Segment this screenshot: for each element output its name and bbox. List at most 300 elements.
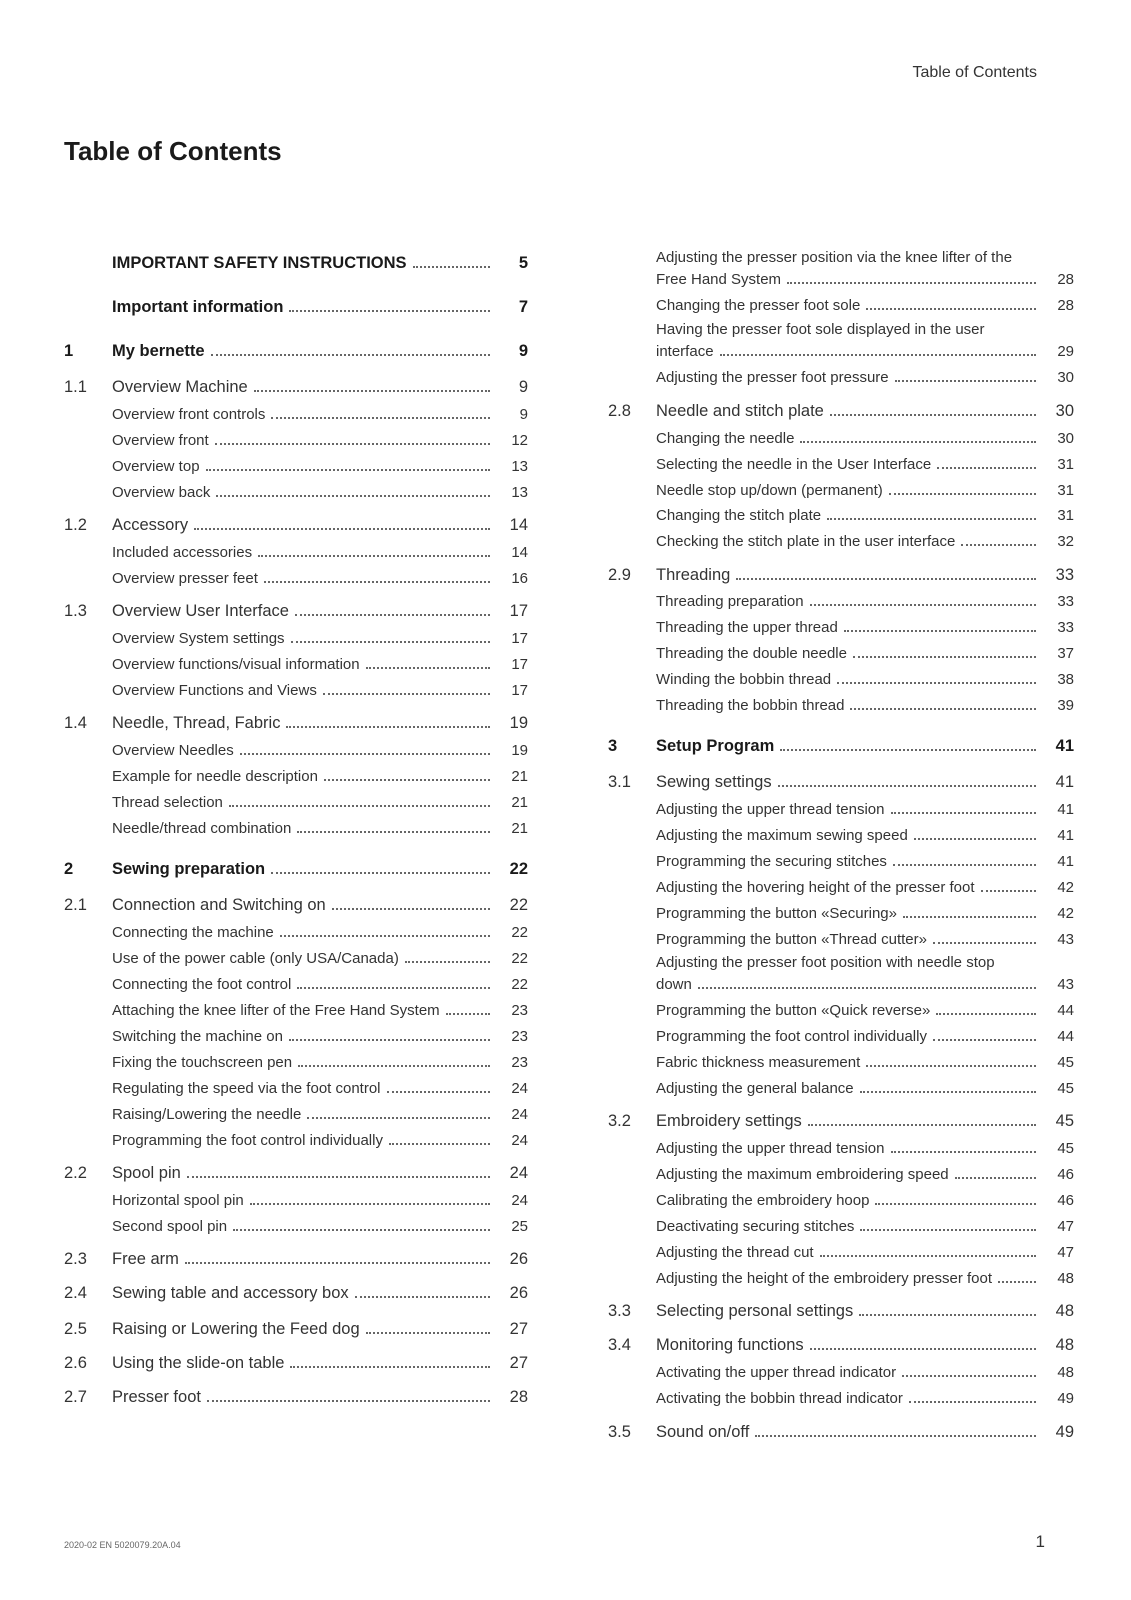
toc-entry[interactable] xyxy=(608,505,1074,527)
toc-title-wrap xyxy=(112,1078,494,1100)
toc-title: Adjusting the hovering height of the presser foot xyxy=(656,879,975,896)
toc-title: Overview front controls xyxy=(112,406,266,423)
toc-page-number: 43 xyxy=(1057,976,1074,993)
toc-title-wrap xyxy=(112,948,494,970)
toc-entry[interactable] xyxy=(64,858,528,880)
dot-leader xyxy=(787,282,1036,284)
toc-title: Selecting personal settings xyxy=(656,1302,854,1320)
dot-leader xyxy=(889,493,1036,495)
toc-entry[interactable] xyxy=(608,564,1074,586)
toc-entry[interactable] xyxy=(608,643,1074,665)
toc-title-wrap xyxy=(656,825,1040,847)
toc-title: Activating the upper thread indicator xyxy=(656,1364,897,1381)
toc-page-number: 46 xyxy=(1057,1192,1074,1209)
toc-title-wrap xyxy=(112,712,494,734)
toc-title: Activating the bobbin thread indicator xyxy=(656,1390,903,1407)
toc-entry[interactable] xyxy=(64,340,528,362)
dot-leader xyxy=(936,1013,1036,1015)
dot-leader xyxy=(998,1281,1036,1283)
toc-title-wrap xyxy=(112,1282,494,1304)
toc-title: Raising or Lowering the Feed dog xyxy=(112,1320,360,1338)
dot-leader xyxy=(866,308,1036,310)
toc-title-wrap xyxy=(656,1164,1040,1186)
document-code: 2020-02 EN 5020079.20A.04 xyxy=(64,1540,181,1550)
toc-title: Fabric thickness measurement xyxy=(656,1054,861,1071)
dot-leader xyxy=(736,578,1036,580)
toc-entry[interactable] xyxy=(608,1334,1074,1356)
toc-entry[interactable] xyxy=(64,922,528,944)
dot-leader xyxy=(291,641,490,643)
toc-page-number: 27 xyxy=(509,1320,528,1338)
toc-entry[interactable] xyxy=(64,1352,528,1374)
toc-page-number: 48 xyxy=(1055,1302,1074,1320)
toc-title: interface xyxy=(656,343,714,360)
toc-entry[interactable] xyxy=(608,1110,1074,1132)
toc-page-number: 25 xyxy=(511,1218,528,1235)
toc-page-number: 5 xyxy=(518,254,528,272)
toc-section-number: 1.4 xyxy=(64,714,87,732)
dot-leader xyxy=(289,310,490,312)
toc-page-number: 28 xyxy=(1057,297,1074,314)
toc-title-wrap xyxy=(656,1190,1040,1212)
toc-title-wrap xyxy=(112,482,494,504)
toc-entry[interactable] xyxy=(608,1052,1074,1074)
dot-leader xyxy=(850,708,1036,710)
toc-title: Deactivating securing stitches xyxy=(656,1218,855,1235)
toc-section-number: 2.4 xyxy=(64,1284,87,1302)
toc-entry[interactable] xyxy=(64,600,528,622)
dot-leader xyxy=(933,1039,1036,1041)
toc-page-number: 30 xyxy=(1055,402,1074,420)
toc-title: IMPORTANT SAFETY INSTRUCTIONS xyxy=(112,254,407,272)
dot-leader xyxy=(860,1229,1036,1231)
toc-title-wrap xyxy=(112,922,494,944)
toc-entry[interactable] xyxy=(64,252,528,274)
toc-title: Programming the securing stitches xyxy=(656,853,887,870)
toc-page-number: 31 xyxy=(1057,482,1074,499)
toc-entry[interactable] xyxy=(608,1421,1074,1443)
toc-entry[interactable] xyxy=(64,1386,528,1408)
dot-leader xyxy=(937,467,1036,469)
toc-page-number: 49 xyxy=(1057,1390,1074,1407)
toc-entry[interactable] xyxy=(608,454,1074,476)
toc-entry[interactable] xyxy=(608,1388,1074,1410)
dot-leader xyxy=(830,414,1036,416)
toc-entry[interactable] xyxy=(608,903,1074,925)
dot-leader xyxy=(955,1177,1036,1179)
dot-leader xyxy=(853,656,1036,658)
toc-entry[interactable] xyxy=(608,1300,1074,1322)
toc-title: Programming the button «Thread cutter» xyxy=(656,931,927,948)
toc-entry[interactable] xyxy=(608,400,1074,422)
toc-title: Threading the upper thread xyxy=(656,619,838,636)
toc-page-number: 48 xyxy=(1057,1364,1074,1381)
toc-page-number: 24 xyxy=(509,1164,528,1182)
toc-title: Programming the button «Securing» xyxy=(656,905,897,922)
toc-page-number: 45 xyxy=(1057,1054,1074,1071)
toc-entry[interactable] xyxy=(64,1248,528,1270)
toc-page-number: 28 xyxy=(1057,271,1074,288)
toc-entry[interactable] xyxy=(608,591,1074,613)
toc-section-number: 3.5 xyxy=(608,1423,631,1441)
toc-title: Adjusting the height of the embroidery presser foot xyxy=(656,1270,993,1287)
toc-entry[interactable] xyxy=(608,825,1074,847)
toc-entry[interactable] xyxy=(64,1162,528,1184)
dot-leader xyxy=(290,1366,490,1368)
toc-title: Threading the bobbin thread xyxy=(656,697,845,714)
toc-page-number: 9 xyxy=(518,342,528,360)
toc-title-wrap xyxy=(656,1110,1040,1132)
toc-page-number: 41 xyxy=(1057,801,1074,818)
toc-title: Regulating the speed via the foot control xyxy=(112,1080,381,1097)
toc-title: Changing the presser foot sole xyxy=(656,297,861,314)
dot-leader xyxy=(720,354,1036,356)
toc-title-wrap xyxy=(656,295,1040,317)
toc-entry[interactable] xyxy=(64,712,528,734)
toc-entry[interactable] xyxy=(608,877,1074,899)
toc-title: Overview presser feet xyxy=(112,570,258,587)
toc-section-number: 3.1 xyxy=(608,773,631,791)
toc-title: Fixing the touchscreen pen xyxy=(112,1054,293,1071)
toc-entry[interactable] xyxy=(608,669,1074,691)
toc-title-lastline xyxy=(656,269,1040,291)
toc-title-wrap xyxy=(656,695,1040,717)
toc-title: Changing the stitch plate xyxy=(656,507,822,524)
toc-title-wrap xyxy=(112,858,494,880)
dot-leader xyxy=(332,908,490,910)
toc-page-number: 45 xyxy=(1055,1112,1074,1130)
dot-leader xyxy=(207,1400,490,1402)
dot-leader xyxy=(859,1314,1036,1316)
toc-title-wrap xyxy=(656,669,1040,691)
toc-entry[interactable] xyxy=(64,542,528,564)
toc-entry[interactable] xyxy=(608,1190,1074,1212)
toc-title-wrap xyxy=(656,1052,1040,1074)
toc-entry[interactable] xyxy=(64,894,528,916)
toc-section-number: 2.5 xyxy=(64,1320,87,1338)
toc-page-number: 30 xyxy=(1057,369,1074,386)
toc-title-wrap xyxy=(656,1362,1040,1384)
toc-title: Adjusting the upper thread tension xyxy=(656,801,885,818)
toc-entry[interactable] xyxy=(608,1164,1074,1186)
toc-entry[interactable] xyxy=(64,740,528,762)
toc-title: Needle, Thread, Fabric xyxy=(112,714,281,732)
toc-page-number: 28 xyxy=(509,1388,528,1406)
toc-entry[interactable] xyxy=(64,568,528,590)
toc-title-wrap xyxy=(656,591,1040,613)
toc-title-wrap xyxy=(656,952,1040,996)
dot-leader xyxy=(413,266,490,268)
toc-entry[interactable] xyxy=(64,1282,528,1304)
toc-entry[interactable] xyxy=(608,929,1074,951)
toc-entry[interactable] xyxy=(608,771,1074,793)
toc-page-number: 39 xyxy=(1057,697,1074,714)
toc-title: Calibrating the embroidery hoop xyxy=(656,1192,870,1209)
toc-entry[interactable] xyxy=(608,480,1074,502)
toc-title-wrap xyxy=(112,1318,494,1340)
toc-title-wrap xyxy=(656,400,1040,422)
toc-entry[interactable] xyxy=(608,295,1074,317)
toc-entry[interactable] xyxy=(64,1130,528,1152)
toc-title-wrap xyxy=(656,643,1040,665)
toc-page-number: 24 xyxy=(511,1080,528,1097)
toc-title: Sewing table and accessory box xyxy=(112,1284,349,1302)
dot-leader xyxy=(961,544,1036,546)
toc-title-wrap xyxy=(112,740,494,762)
toc-title-wrap xyxy=(112,430,494,452)
toc-title-wrap xyxy=(656,877,1040,899)
toc-title: Programming the foot control individually xyxy=(112,1132,383,1149)
toc-page-number: 49 xyxy=(1055,1423,1074,1441)
toc-entry[interactable] xyxy=(608,617,1074,639)
toc-title: Connection and Switching on xyxy=(112,896,326,914)
toc-page-number: 46 xyxy=(1057,1166,1074,1183)
dot-leader xyxy=(258,555,490,557)
toc-entry[interactable] xyxy=(608,1362,1074,1384)
toc-entry[interactable] xyxy=(64,404,528,426)
dot-leader xyxy=(297,831,490,833)
toc-entry[interactable] xyxy=(64,430,528,452)
toc-page-number: 41 xyxy=(1057,853,1074,870)
toc-page-number: 23 xyxy=(511,1002,528,1019)
dot-leader xyxy=(206,469,490,471)
toc-page-number: 22 xyxy=(511,924,528,941)
toc-title-wrap xyxy=(656,851,1040,873)
dot-leader xyxy=(875,1203,1036,1205)
toc-title-wrap xyxy=(112,340,494,362)
toc-title: Raising/Lowering the needle xyxy=(112,1106,302,1123)
toc-title-wrap xyxy=(112,600,494,622)
toc-entry[interactable] xyxy=(64,296,528,318)
toc-entry[interactable] xyxy=(608,319,1074,363)
dot-leader xyxy=(903,916,1036,918)
toc-title: Threading the double needle xyxy=(656,645,847,662)
toc-title: Use of the power cable (only USA/Canada) xyxy=(112,950,399,967)
toc-section-number: 2.2 xyxy=(64,1164,87,1182)
toc-title-wrap xyxy=(112,766,494,788)
toc-title: Programming the button «Quick reverse» xyxy=(656,1002,931,1019)
toc-title-wrap xyxy=(656,1138,1040,1160)
toc-title: Example for needle description xyxy=(112,768,318,785)
toc-page-number: 27 xyxy=(509,1354,528,1372)
dot-leader xyxy=(891,1151,1037,1153)
toc-entry[interactable] xyxy=(608,695,1074,717)
toc-title-wrap xyxy=(656,1334,1040,1356)
toc-entry[interactable] xyxy=(608,1078,1074,1100)
toc-page-number: 26 xyxy=(509,1250,528,1268)
toc-page-number: 22 xyxy=(511,976,528,993)
toc-page-number: 14 xyxy=(509,516,528,534)
toc-title-wrap xyxy=(656,799,1040,821)
toc-title-wrap xyxy=(112,514,494,536)
dot-leader xyxy=(280,935,490,937)
toc-entry[interactable] xyxy=(608,1242,1074,1264)
toc-entry[interactable] xyxy=(64,628,528,650)
toc-title-wrap xyxy=(656,1000,1040,1022)
toc-title: Connecting the machine xyxy=(112,924,274,941)
toc-entry[interactable] xyxy=(608,428,1074,450)
toc-section-number: 3.3 xyxy=(608,1302,631,1320)
toc-page-number: 32 xyxy=(1057,533,1074,550)
toc-entry[interactable] xyxy=(64,1000,528,1022)
toc-title: Monitoring functions xyxy=(656,1336,804,1354)
toc-title-wrap xyxy=(656,564,1040,586)
dot-leader xyxy=(755,1435,1036,1437)
toc-page-number: 31 xyxy=(1057,507,1074,524)
toc-entry[interactable] xyxy=(64,1216,528,1238)
toc-title-line1: Having the presser foot sole displayed in the user xyxy=(656,321,985,338)
toc-title-wrap xyxy=(656,505,1040,527)
dot-leader xyxy=(866,1065,1036,1067)
toc-title: Adjusting the maximum sewing speed xyxy=(656,827,908,844)
toc-title: Important information xyxy=(112,298,284,316)
toc-title-wrap xyxy=(656,771,1040,793)
toc-entry[interactable] xyxy=(608,799,1074,821)
toc-page-number: 7 xyxy=(518,298,528,316)
toc-title-wrap xyxy=(656,1026,1040,1048)
dot-leader xyxy=(185,1262,490,1264)
dot-leader xyxy=(405,961,490,963)
toc-section-number: 1.3 xyxy=(64,602,87,620)
toc-page-number: 17 xyxy=(511,630,528,647)
toc-title-wrap xyxy=(112,628,494,650)
toc-page-number: 22 xyxy=(511,950,528,967)
toc-title-wrap xyxy=(656,454,1040,476)
toc-entry[interactable] xyxy=(64,766,528,788)
dot-leader xyxy=(240,753,490,755)
dot-leader xyxy=(778,785,1036,787)
toc-entry[interactable] xyxy=(64,1104,528,1126)
toc-title: Spool pin xyxy=(112,1164,181,1182)
toc-title-wrap xyxy=(656,480,1040,502)
toc-section-number: 1.2 xyxy=(64,516,87,534)
toc-title-wrap xyxy=(112,818,494,840)
dot-leader xyxy=(366,1332,490,1334)
toc-title: Overview Needles xyxy=(112,742,234,759)
toc-page-number: 21 xyxy=(511,820,528,837)
toc-title: Free arm xyxy=(112,1250,179,1268)
dot-leader xyxy=(271,872,490,874)
toc-title: Sewing settings xyxy=(656,773,772,791)
toc-entry[interactable] xyxy=(64,654,528,676)
toc-title-wrap xyxy=(112,542,494,564)
toc-title-wrap xyxy=(656,617,1040,639)
toc-page-number: 41 xyxy=(1057,827,1074,844)
toc-title: Switching the machine on xyxy=(112,1028,283,1045)
toc-entry[interactable] xyxy=(608,735,1074,757)
toc-page-number: 45 xyxy=(1057,1140,1074,1157)
toc-title: Adjusting the general balance xyxy=(656,1080,854,1097)
toc-entry[interactable] xyxy=(608,1268,1074,1290)
dot-leader xyxy=(446,1013,490,1015)
toc-section-number: 1 xyxy=(64,342,74,360)
toc-entry[interactable] xyxy=(64,1190,528,1212)
toc-title-lastline xyxy=(656,974,1040,996)
dot-leader xyxy=(895,380,1036,382)
toc-title-wrap xyxy=(112,296,494,318)
toc-entry[interactable] xyxy=(608,1138,1074,1160)
toc-title-wrap xyxy=(656,1242,1040,1264)
dot-leader xyxy=(250,1203,490,1205)
toc-entry[interactable] xyxy=(608,851,1074,873)
toc-entry[interactable] xyxy=(608,952,1074,996)
dot-leader xyxy=(271,417,490,419)
toc-title: Needle/thread combination xyxy=(112,820,292,837)
toc-entry[interactable] xyxy=(608,367,1074,389)
toc-entry[interactable] xyxy=(64,1052,528,1074)
dot-leader xyxy=(211,354,490,356)
toc-title-wrap xyxy=(112,1386,494,1408)
toc-title-wrap xyxy=(112,376,494,398)
dot-leader xyxy=(933,942,1036,944)
toc-entry[interactable] xyxy=(64,974,528,996)
dot-leader xyxy=(187,1176,490,1178)
toc-title: Overview User Interface xyxy=(112,602,289,620)
toc-title-wrap xyxy=(112,1190,494,1212)
dot-leader xyxy=(355,1296,490,1298)
toc-entry[interactable] xyxy=(64,792,528,814)
dot-leader xyxy=(389,1143,490,1145)
toc-title-wrap xyxy=(656,1421,1040,1443)
toc-entry[interactable] xyxy=(64,376,528,398)
toc-entry[interactable] xyxy=(64,1318,528,1340)
toc-entry[interactable] xyxy=(64,456,528,478)
toc-title: Overview Functions and Views xyxy=(112,682,317,699)
toc-page-number: 47 xyxy=(1057,1244,1074,1261)
running-header: Table of Contents xyxy=(912,64,1037,81)
dot-leader xyxy=(307,1117,490,1119)
toc-title: Using the slide-on table xyxy=(112,1354,285,1372)
toc-entry[interactable] xyxy=(608,1000,1074,1022)
dot-leader xyxy=(194,528,490,530)
toc-entry[interactable] xyxy=(64,948,528,970)
toc-entry[interactable] xyxy=(64,482,528,504)
toc-page-number: 23 xyxy=(511,1028,528,1045)
dot-leader xyxy=(216,495,490,497)
toc-entry[interactable] xyxy=(608,1026,1074,1048)
toc-entry[interactable] xyxy=(64,514,528,536)
toc-section-number: 2.1 xyxy=(64,896,87,914)
toc-title-wrap xyxy=(112,1352,494,1374)
toc-page-number: 26 xyxy=(509,1284,528,1302)
toc-page-number: 44 xyxy=(1057,1002,1074,1019)
toc-page-number: 38 xyxy=(1057,671,1074,688)
toc-page-number: 13 xyxy=(511,484,528,501)
toc-title: Winding the bobbin thread xyxy=(656,671,832,688)
toc-page-number: 9 xyxy=(518,378,528,396)
toc-title: Overview back xyxy=(112,484,211,501)
toc-title-wrap xyxy=(656,929,1040,951)
toc-entry[interactable] xyxy=(608,1216,1074,1238)
toc-title-wrap xyxy=(112,894,494,916)
toc-entry[interactable] xyxy=(64,680,528,702)
toc-entry[interactable] xyxy=(64,1078,528,1100)
toc-section-number: 2 xyxy=(64,860,74,878)
toc-title-wrap xyxy=(656,428,1040,450)
toc-title: Overview top xyxy=(112,458,200,475)
toc-entry[interactable] xyxy=(64,1026,528,1048)
toc-section-number: 2.8 xyxy=(608,402,631,420)
toc-entry[interactable] xyxy=(608,531,1074,553)
dot-leader xyxy=(909,1401,1036,1403)
toc-page-number: 45 xyxy=(1057,1080,1074,1097)
toc-title: Attaching the knee lifter of the Free Hand System xyxy=(112,1002,440,1019)
toc-entry[interactable] xyxy=(608,247,1074,291)
toc-entry[interactable] xyxy=(64,818,528,840)
toc-title-wrap xyxy=(112,456,494,478)
dot-leader xyxy=(808,1124,1036,1126)
toc-title: down xyxy=(656,976,692,993)
